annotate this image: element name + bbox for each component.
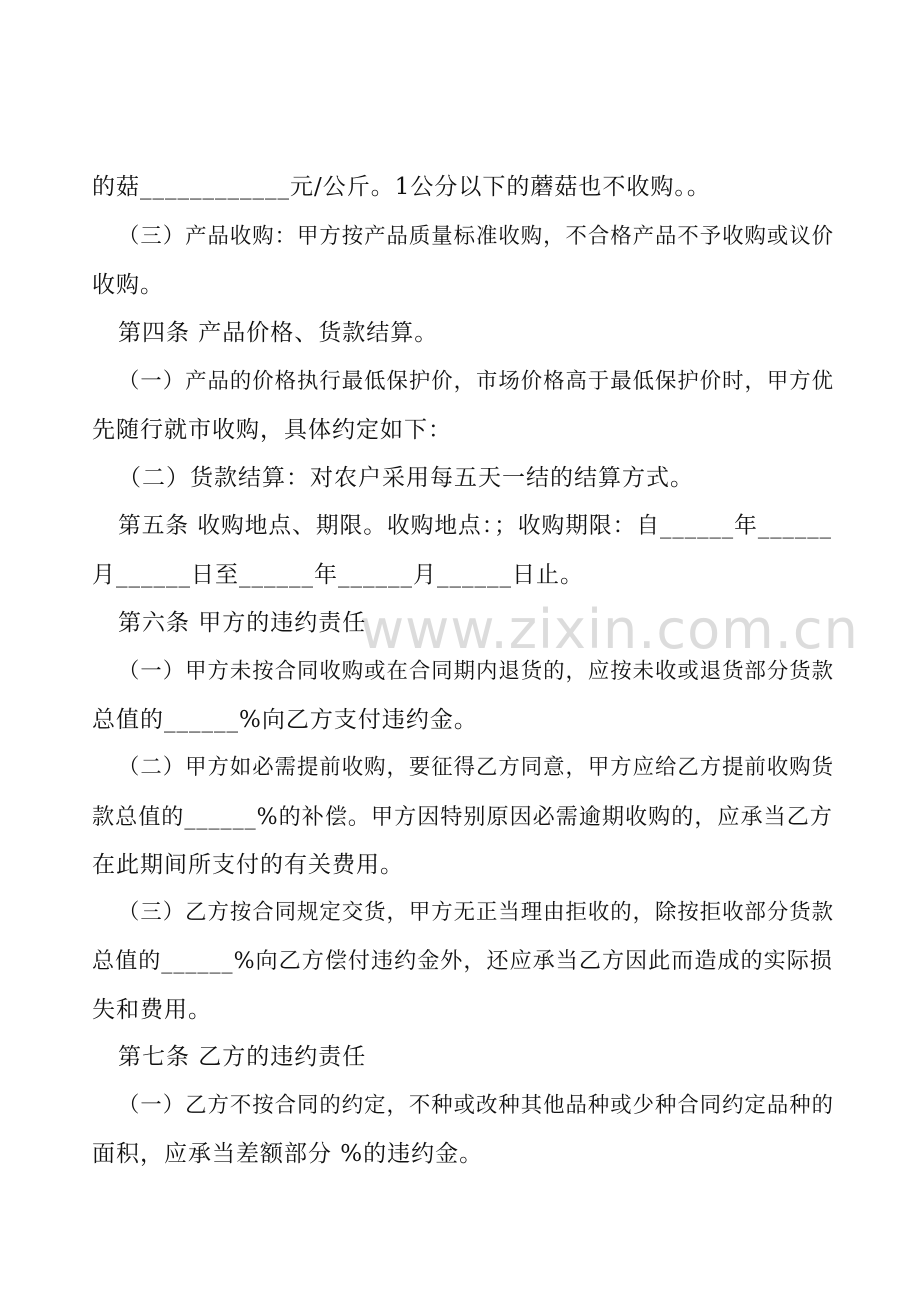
text-line: （一）甲方未按合同收购或在合同期内退货的，应按未收或退货部分货款 — [118, 659, 834, 684]
text-line: （二）货款结算：对农户采用每五天一结的结算方式。 — [118, 465, 694, 491]
section-heading: 第六条 甲方的违约责任 — [118, 610, 367, 636]
text-line: 在此期间所支付的有关费用。 — [92, 852, 404, 878]
text-line: 款总值的______%的补偿。甲方因特别原因必需逾期收购的，应承当乙方 — [92, 804, 833, 830]
text-line: （三）产品收购：甲方按产品质量标准收购，不合格产品不予收购或议价 — [118, 224, 834, 249]
text-line: 月______日至______年______月______日止。 — [92, 562, 584, 588]
text-line: 总值的______%向乙方偿付违约金外，还应承当乙方因此而造成的实际损 — [92, 948, 833, 974]
text-line: （二）甲方如必需提前收购，要征得乙方同意，甲方应给乙方提前收购货 — [118, 755, 834, 780]
text-line: 收购。 — [92, 272, 164, 298]
section-heading: 第五条 收购地点、期限。收购地点：；收购期限：自______年______ — [118, 513, 832, 539]
section-heading: 第四条 产品价格、货款结算。 — [118, 320, 439, 346]
text-line: 先随行就市收购，具体约定如下： — [92, 417, 452, 443]
text-line: 总值的______%向乙方支付违约金。 — [92, 707, 478, 733]
watermark: www.zixin.com.cn — [360, 598, 859, 661]
text-line: 失和费用。 — [92, 997, 212, 1023]
text-line: （一）产品的价格执行最低保护价，市场价格高于最低保护价时，甲方优 — [118, 369, 834, 394]
text-line: 的菇____________元/公斤。1公分以下的蘑菇也不收购。。 — [92, 174, 711, 200]
text-line: （三）乙方按合同规定交货，甲方无正当理由拒收的，除按拒收部分货款 — [118, 900, 834, 925]
section-heading: 第七条 乙方的违约责任 — [118, 1044, 367, 1070]
text-line: （一）乙方不按合同的约定，不种或改种其他品种或少种合同约定品种的 — [118, 1093, 834, 1118]
text-line: 面积，应承当差额部分 %的违约金。 — [92, 1141, 484, 1167]
